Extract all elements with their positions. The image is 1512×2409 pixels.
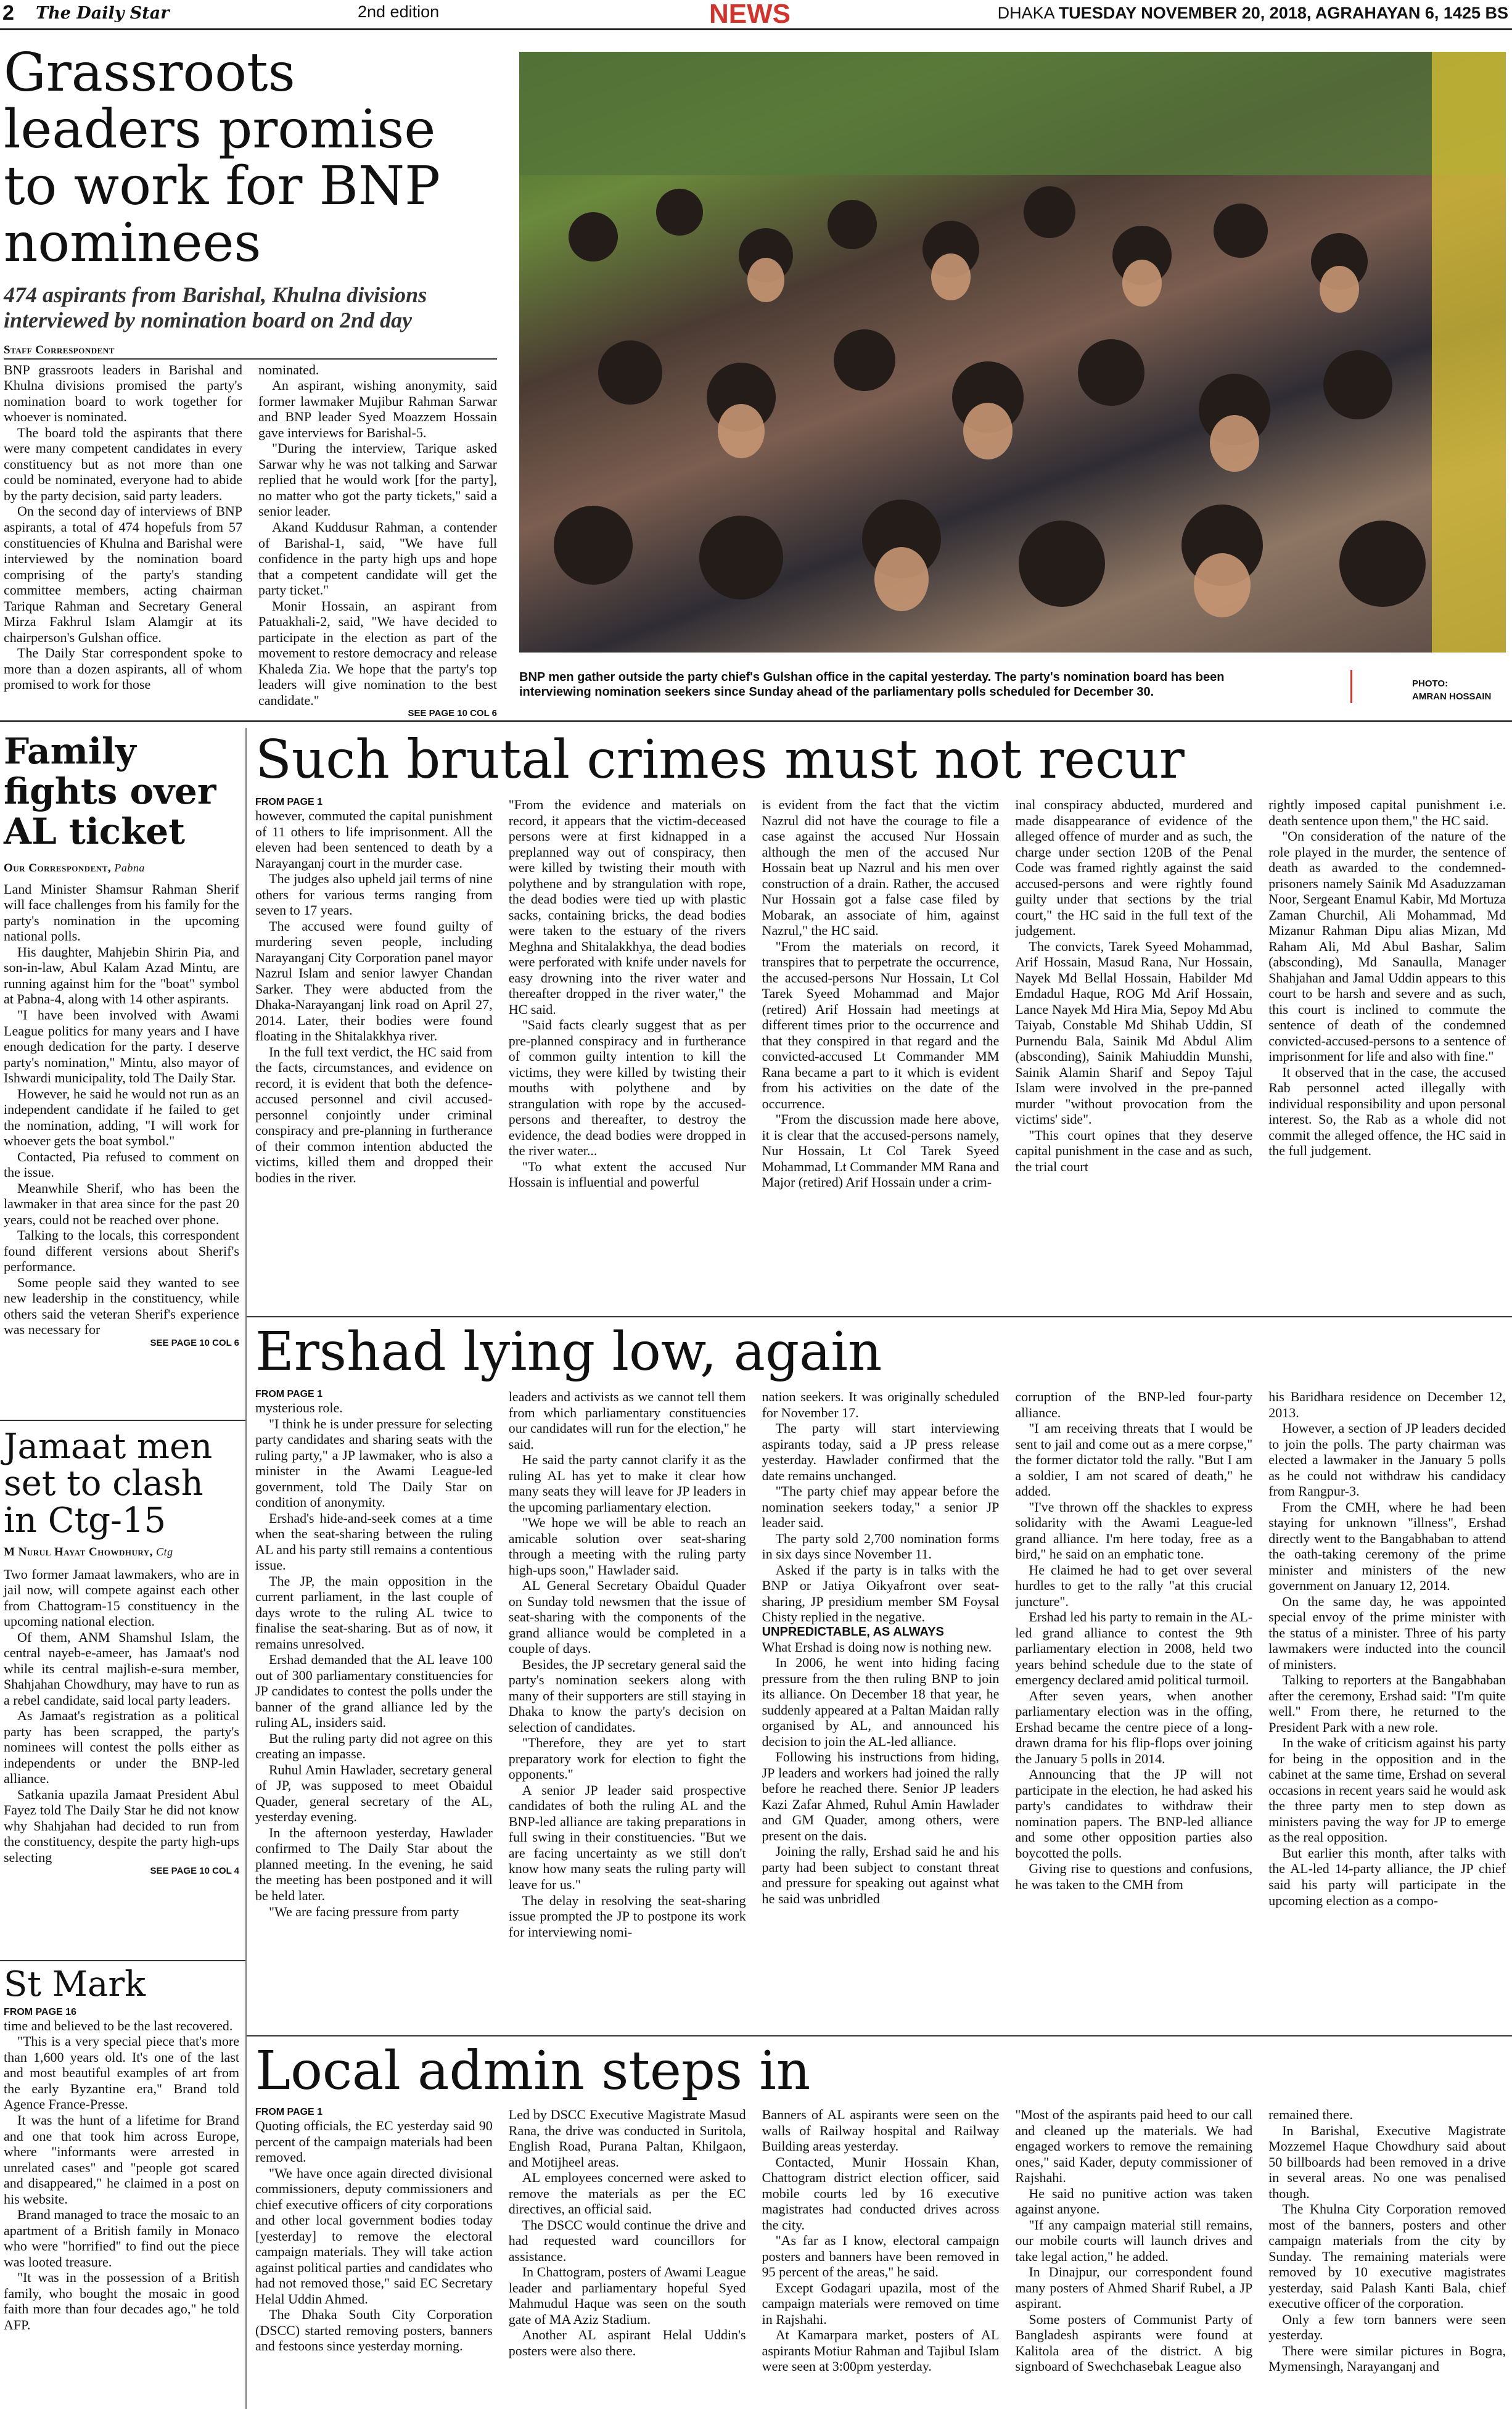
paragraph: He said no punitive action was taken against anyone. (1015, 2185, 1253, 2217)
paragraph: However, he said he would not run as an independent candidate if he failed to get the nomination, adding, "I will work for whoever gets the boat symbol." (4, 1085, 239, 1149)
story-body (255, 797, 1506, 1190)
paragraph: Talking to the locals, this correspondent found different versions about Sherif's performance. (4, 1227, 239, 1275)
column-divider (245, 728, 247, 2409)
paragraph: He claimed he had to get over several hurdles to get to the rally "at this crucial juncture". (1015, 1562, 1253, 1609)
paragraph: nominated. (258, 361, 319, 377)
body-column (1015, 2107, 1252, 2374)
continued-link[interactable]: SEE PAGE 10 COL 6 (408, 708, 497, 719)
subheading: UNPREDICTABLE, AS ALWAYS (762, 1625, 944, 1639)
paragraph: The Dhaka South City Corporation (DSCC) started removing posters, banners and festoons since yesterday morning. (255, 2307, 493, 2354)
paragraph: "Most of the aspirants paid heed to our call and cleaned up the materials. We had engaged workers to remove the remaining ones," said Kader, deputy commissioner of Rajshahi. (1015, 2107, 1253, 2186)
continued-link[interactable]: SEE PAGE 10 COL 4 (150, 1865, 239, 1876)
paragraph: "During the interview, Tarique asked Sarwar why he was not talking and Sarwar replied that he would work [for the party], no matter who got the party tickets," said a senior leader. (258, 440, 497, 519)
body-column (762, 2107, 1000, 2374)
paragraph: Asked if the party is in talks with the BNP or Jatiya Oikyafront over seat-sharing, JP presidium member SM Foysal Chisty replied in the negative. (762, 1562, 1000, 1625)
paragraph: However, a section of JP leaders decided to join the polls. The party chairman was elected a lawmaker in the January 5 polls as he could not withdraw his candidacy from Rangpur-3. (1268, 1420, 1506, 1499)
from-page: FROM PAGE 1 (255, 797, 323, 808)
photo-credit-label: PHOTO: (1412, 678, 1448, 689)
paragraph: "We are facing pressure from party (269, 1903, 459, 1919)
story-brutal-crimes (255, 731, 1506, 1190)
byline: M Nurul Hayat Chowdhury, Ctg (4, 1545, 173, 1559)
paragraph: After seven years, when another parliamentary election was in the offing, Ershad became the centre piece of a long-drawn drama for his flip-flops over joining the January 5 polls in 2014. (1015, 1687, 1253, 1766)
paragraph: time and believed to be the last recovered. (4, 2017, 233, 2033)
headline: Jamaat men set to clash in Ctg-15 (4, 1427, 213, 1541)
paragraph: AL employees concerned were asked to remove the materials as per the EC directives, an official said. (508, 2170, 746, 2217)
section-divider (0, 1960, 245, 1961)
paragraph: From the CMH, where he had been staying for unknown "illness", Ershad directly went to the Bangabhaban to attend the oath-taking ceremony of the prime minister and ministers of the new government on January 12, 2014. (1268, 1499, 1506, 1594)
paragraph: "I've thrown off the shackles to express solidarity with the Awami League-led grand alliance. I'm here today, free as a bird," he said on an emphatic tone. (1015, 1499, 1253, 1562)
paragraph: The DSCC would continue the drive and had requested ward councillors for assistance. (508, 2217, 746, 2264)
paragraph: "To what extent the accused Nur Hossain is influential and powerful (508, 1158, 746, 1190)
paragraph: Two former Jamaat lawmakers, who are in jail now, will compete against each other from Chattogram-15 constituency in the upcoming national election. (4, 1566, 239, 1629)
paragraph: The party sold 2,700 nomination forms in six days since November 11. (762, 1530, 1000, 1562)
paragraph: Land Minister Shamsur Rahman Sherif will face challenges from his family for the party's nomination in the upcoming national polls. (4, 881, 239, 944)
section-divider (247, 1316, 1512, 1317)
paragraph: In Barishal, Executive Magistrate Mozzemel Haque Chowdhury said about 50 billboards had been removed in a drive in several areas. No one was penalised though. (1268, 2122, 1506, 2201)
paragraph: In the wake of criticism against his party for being in the opposition and in the cabinet at the same time, Ershad on several occasions in recent years said he would ask the three party men to step down as ministers paving the way for JP to emerge as the real opposition. (1268, 1735, 1506, 1845)
paragraph: "It was in the possession of a British family, who bought the mosaic in good faith more than four decades ago," he told AFP. (4, 2270, 239, 2333)
crowd-photo (519, 52, 1506, 653)
from-page: FROM PAGE 1 (255, 1389, 323, 1400)
paragraph: Joining the rally, Ershad said he and his party had been subject to constant threat and pressure for speaking out against what he said was unbridled (762, 1843, 1000, 1906)
subheadline: 474 aspirants from Barishal, Khulna divisions interviewed by nomination board on 2nd day (4, 282, 427, 333)
body-column (509, 2107, 746, 2374)
paragraph: "As far as I know, electoral campaign posters and banners have been removed in 95 percent of the areas," he said. (762, 2233, 1000, 2280)
story-ershad (255, 1321, 1506, 1940)
paragraph: "We hope we will be able to reach an amicable solution over seat-sharing through a meeting with the ruling party high-ups soon," Hawlader said. (508, 1515, 746, 1578)
body-column (1268, 797, 1506, 1190)
paragraph: But earlier this month, after talks with the AL-led 14-party alliance, the JP chief said his party will participate in the upcoming election as a compo- (1268, 1845, 1506, 1908)
headline: Local admin steps in (255, 2040, 811, 2102)
headline: Grassroots leaders promise to work for BNP nominees (4, 42, 440, 274)
paragraph: The board told the aspirants that there were many competent candidates in every constituency but as not more than one could be nominated, everyone had to abide by the party decision, said party leaders. (4, 424, 242, 503)
paragraph: Ruhul Amin Hawlader, secretary general of JP, was supposed to meet Obaidul Quader, general secretary of the AL, yesterday evening. (255, 1761, 493, 1825)
crowd-illustration (519, 52, 1506, 653)
paragraph: "From the evidence and materials on record, it appears that the victim-deceased persons were at first kidnapped in a preplanned way out of conspiracy, then were killed by twisting their mouth with polythene and by strangulation with rope, the dead bodies were tied up with plastic sacks, containing bricks, the dead bodies were taken to the estuary of the rivers Meghna and Shitalakkhya, the dead bodies were perforated with knife under navels for easy drowning into the river water and thereafter dropped in the river water," the HC said. (508, 797, 746, 1017)
paragraph: "If any campaign material still remains, our mobile courts will launch drives and take legal action," he added. (1015, 2217, 1253, 2264)
paragraph: "This is a very special piece that's more than 1,600 years old. It's one of the last and most beautiful examples of art from the early Byzantine era," Brand told Agence France-Presse. (4, 2033, 239, 2112)
paragraph: Ershad led his party to remain in the AL-led grand alliance to contest the 9th parliamentary election in 2008, held two years behind schedule due to the state of emergency declared amid political turmoil. (1015, 1609, 1253, 1688)
paragraph: In the full text verdict, the HC said from the facts, circumstances, and evidence on record, it is evident that both the defence-accused personnel and civil accused-personnel conjointly under criminal conspiracy and pre-planning in furtherance of their common intention abducted the victims, killed them and dropped their bodies in the river. (255, 1044, 493, 1185)
story-grassroots (4, 44, 497, 719)
paragraph: Quoting officials, the EC yesterday said 90 percent of the campaign materials had been removed. (255, 2118, 493, 2165)
paragraph: In 2006, he went into hiding facing pressure from the then ruling BNP to join its alliance. On December 18 that year, he suddenly appeared at a Paltan Maidan rally organised by AL, and announced his decision to join the AL-led alliance. (762, 1655, 1000, 1749)
story-family-fights (4, 731, 239, 1348)
paragraph: BNP grassroots leaders in Barishal and Khulna divisions promised the party's nomination board to work together for whoever is nominated. (4, 361, 242, 425)
story-body (4, 362, 497, 719)
paragraph: He said the party cannot clarify it as the ruling AL has yet to make it clear how many seats they will leave for JP leaders in the upcoming parliamentary election. (508, 1452, 746, 1515)
paragraph: "The party chief may appear before the nomination seekers today," a senior JP leader said. (762, 1483, 1000, 1531)
paragraph: leaders and activists as we cannot tell them from which parliamentary constituencies our candidates will run for the election," he said. (508, 1389, 746, 1452)
headline: Family fights over AL ticket (4, 730, 216, 852)
paragraph: Ershad's hide-and-seek comes at a time when the seat-sharing between the ruling AL and his party still remains a contentious issue. (255, 1510, 493, 1573)
story-st-mark (4, 1966, 239, 2333)
masthead-logo: The Daily Star (36, 4, 170, 23)
edition-label: 2nd edition (358, 2, 440, 21)
paragraph: Another AL aspirant Helal Uddin's posters were also there. (508, 2327, 746, 2358)
paragraph: Contacted, Munir Hossain Khan, Chattogram district election officer, said mobile courts led by 16 executive magistrates had conducted drives across the city. (762, 2154, 1000, 2233)
body-column (1268, 2107, 1506, 2374)
paragraph: Led by DSCC Executive Magistrate Masud Rana, the drive was conducted in Suritola, English Road, Purana Paltan, Khilgaon, and Motijheel areas. (508, 2107, 746, 2170)
paragraph: Giving rise to questions and confusions, he was taken to the CMH from (1015, 1861, 1253, 1892)
story-body (255, 1389, 1506, 1940)
paragraph: "We have once again directed divisional commissioners, deputy commissioners and chief executive officers of city corporations and other local government bodies today [yesterday] to remove the electoral campaign materials. They will take action against political parties and candidates who had not removed those," said EC Secretary Helal Uddin Ahmed. (255, 2165, 493, 2307)
paragraph: The Daily Star correspondent spoke to more than a dozen aspirants, all of whom promised to work for those (4, 645, 242, 693)
body-column (1268, 1389, 1506, 1940)
paragraph: In Dinajpur, our correspondent found many posters of Ahmed Sharif Rubel, a JP aspirant. (1015, 2264, 1253, 2312)
continued-link[interactable]: SEE PAGE 10 COL 6 (150, 1337, 239, 1348)
headline: Ershad lying low, again (255, 1321, 882, 1383)
paragraph: Monir Hossain, an aspirant from Patuakhali-2, said, "We have decided to participate in the election as part of the movement to restore democracy and release Khaleda Zia. We hope that the party's top leaders will give nomination to the best candidate." (258, 598, 497, 708)
paragraph: Besides, the JP secretary general said the party's nomination seekers along with many of their supporters are still staying in Dhaka to know the party's decision on selection of candidates. (508, 1656, 746, 1735)
paragraph: Only a few torn banners were seen yesterday. (1268, 2311, 1506, 2343)
paragraph: "On consideration of the nature of the role played in the murder, the sentence of death as awarded to the condemned-prisoners namely Sainik Md Asaduzzaman Noor, Sergeant Enamul Kabir, Md Mortuza Zaman Churchil, Ali Mohammad, Md Mizanur Rahman Dipu alias Mizan, Md Raham Ali, Md Abul Bashar, Salim (absconding), Md Sanaulla, Manager Shahjahan and Jamal Uddin appears to this court to be harsh and severe and as such, this court is inclined to commute the sentence of death of the condemned convicted-accused-persons to a sentence of imprisonment for life and also with fine." (1268, 828, 1506, 1064)
paragraph: is evident from the fact that the victim Nazrul did not have the courage to file a case against the accused Nur Hossain although the men of the accused Nur Hossain beat up Nazrul and his men over construction of a drain. Rather, the accused Nur Hossain got a false case filed by Mobarak, an associate of him, against Nazrul," the HC said. (762, 797, 1000, 939)
paragraph: In the afternoon yesterday, Hawlader confirmed to The Daily Star about the planned meeting. In the evening, he said the meeting has been postponed and it will be held later. (255, 1824, 493, 1903)
paragraph: corruption of the BNP-led four-party alliance. (1015, 1389, 1253, 1420)
paragraph: Announcing that the JP will not participate in the election, he had asked his party's candidates to withdraw their nomination papers. The BNP-led alliance and some other opposition parties also boycotted the polls. (1015, 1766, 1253, 1861)
paragraph: But the ruling party did not agree on this creating an impasse. (255, 1730, 493, 1762)
dateline-date: TUESDAY NOVEMBER 20, 2018, AGRAHAYAN 6, 1425 BS (1058, 4, 1508, 22)
paragraph: What Ershad is doing now is nothing new. (762, 1639, 992, 1655)
from-page: FROM PAGE 1 (255, 2107, 323, 2118)
paragraph: "This court opines that they deserve capital punishment in the case and as such, the trial court (1015, 1127, 1253, 1174)
paragraph: "From the discussion made here above, it is clear that the accused-persons namely, Nur Hossain, Lt Col Tarek Syeed Mohammad, Lt Commander MM Rana and Major (retired) Arif Hossain under a crim- (762, 1111, 1000, 1190)
paragraph: On the second day of interviews of BNP aspirants, a total of 474 hopefuls from 57 constituencies of Khulna and Barishal were interviewed by the nomination board comprising of the party's standing committee members, acting chairman Tarique Rahman and Secretary General Mirza Fakhrul Islam Alamgir at its chairperson's Gulshan office. (4, 503, 242, 645)
paragraph: nation seekers. It was originally scheduled for November 17. (762, 1389, 1000, 1420)
paragraph: A senior JP leader said prospective candidates of both the ruling AL and the BNP-led alliance are taking preparations in full swing in their constituencies. "But we are facing uncertainty as we still don't know how many seats the ruling party will leave for us." (508, 1782, 746, 1892)
paragraph: "Therefore, they are yet to start preparatory work for election to fight the opponents." (508, 1735, 746, 1782)
paragraph: AL General Secretary Obaidul Quader on Sunday told newsmen that the issue of seat-sharing with the components of the grand alliance would be completed in a couple of days. (508, 1578, 746, 1657)
body-column (255, 797, 493, 1190)
paragraph: inal conspiracy abducted, murdered and made disappearance of evidence of the alleged offence of murder and as such, the charge under section 120B of the Penal Code was framed rightly against the said accused-persons and were rightly found guilty under that sections by the trial court," the HC said in the full text of the judgement. (1015, 797, 1253, 939)
paragraph: The Khulna City Corporation removed most of the banners, posters and other campaign materials from the city by Sunday. The remaining materials were removed by 10 executive magistrates yesterday, said Palash Kanti Bala, chief executive officer of the corporation. (1268, 2201, 1506, 2312)
body-column (762, 797, 1000, 1190)
paragraph: The convicts, Tarek Syeed Mohammad, Arif Hossain, Masud Rana, Nur Hossain, Nayek Md Bellal Hossain, Habilder Md Emdadul Haque, ROG Md Arif Hossain, Lance Nayek Md Hira Mia, Sepoy Md Abu Taiyab, Constable Md Shihab Uddin, SI Purnendu Bala, Sainik Md Abdul Alim (absconding), Sainik Mahiuddin Munshi, Sainik Alamin Sharif and Sepoy Tajul Islam were involved in the pre-panned murder "without provocation from the victims' side". (1015, 938, 1253, 1127)
paragraph: It was the hunt of a lifetime for Brand and one that took him across Europe, where "informants were arrested in unrelated cases" and "people got scared and disappeared," he claimed in a post on his website. (4, 2112, 239, 2207)
paragraph: Some posters of Communist Party of Bangladesh aspirants were found at Kalitola area of the district. A big signboard of Swechchasebak League also (1015, 2311, 1253, 2374)
paragraph: On the same day, he was appointed special envoy of the prime minister with the status of a minister. Three of his party lawmakers were inducted into the council of ministers. (1268, 1593, 1506, 1672)
paragraph: mysterious role. (255, 1400, 343, 1416)
body-column (255, 2107, 493, 2374)
paragraph: Talking to reporters at the Bangabhaban after the ceremony, Ershad said: "I'm quite well." From there, he returned to the President Park with a new role. (1268, 1672, 1506, 1735)
section-label: NEWS (709, 0, 791, 29)
dateline (998, 4, 1508, 23)
section-divider (0, 1420, 245, 1421)
paragraph: An aspirant, wishing anonymity, said former lawmaker Mujibur Rahman Sarwar and BNP leader Syed Moazzem Hossain gave interviews for Barishal-5. (258, 377, 497, 440)
body-column (255, 1389, 493, 1940)
story-local-admin (255, 2040, 1506, 2374)
body-column (1015, 797, 1252, 1190)
page-number: 2 (2, 1, 14, 25)
story-body (4, 881, 239, 1348)
body-column (509, 797, 746, 1190)
byline: Our Correspondent, Pabna (4, 861, 145, 875)
paragraph: Ershad demanded that the AL leave 100 out of 300 parliamentary constituencies for JP candidates to contest the polls under the banner of the grand alliance led by the ruling AL, insiders said. (255, 1652, 493, 1731)
paragraph: his Baridhara residence on December 12, 2013. (1268, 1389, 1506, 1420)
paragraph: remained there. (1268, 2107, 1353, 2123)
section-divider (0, 720, 1512, 722)
paragraph: In Chattogram, posters of Awami League leader and parliamentary hopeful Syed Mahmudul Haque was seen on the south gate of MA Aziz Stadium. (508, 2264, 746, 2327)
story-body (255, 2107, 1506, 2374)
paragraph: "From the materials on record, it transpires that to perpetrate the occurrence, the accused-persons Nur Hossain, Lt Col Tarek Syeed Mohammad and Major (retired) Arif Hossain had meetings at different times prior to the occurrence and that they conspired in that regard and the convicted-accused Lt Commander MM Rana became a part to it which is evident from his activities on the date of the occurrence. (762, 938, 1000, 1111)
byline: Staff Correspondent (4, 344, 497, 360)
paragraph: It observed that in the case, the accused Rab personnel acted illegally with individual responsibility and upon personal interest. So, the Rab as a whole did not commit the alleged offence, the HC said in the full judgement. (1268, 1064, 1506, 1159)
paragraph: Except Godagari upazila, most of the campaign materials were removed on time in Rajshahi. (762, 2279, 1000, 2327)
paragraph: As Jamaat's registration as a political party has been scrapped, the party's nominees will contest the polls either as independents or under the BNP-led alliance. (4, 1708, 239, 1787)
paragraph: Meanwhile Sherif, who has been the lawmaker in that area since for the past 20 years, could not be reached over phone. (4, 1180, 239, 1227)
body-column (762, 1389, 1000, 1940)
paragraph: however, commuted the capital punishment of 11 others to life imprisonment. All the eleven had been sentenced to death by a Narayanganj court in the murder case. (255, 808, 493, 871)
paragraph: At Kamarpara market, posters of AL aspirants Motiur Rahman and Tajibul Islam were seen at 3:00pm yesterday. (762, 2327, 1000, 2374)
paragraph: "I am receiving threats that I would be sent to jail and come out as a mere corpse," the former dictator told the rally. "But I am a soldier, I am not scared of death," he added. (1015, 1420, 1253, 1499)
paragraph: Contacted, Pia refused to comment on the issue. (4, 1148, 239, 1180)
story-jamaat (4, 1428, 239, 1876)
paragraph: The delay in resolving the seat-sharing issue prompted the JP to postpone its work for interviewing nomi- (508, 1892, 746, 1940)
page-header (0, 0, 1512, 30)
paragraph: rightly imposed capital punishment i.e. death sentence upon them," the HC said. (1268, 797, 1506, 828)
paragraph: The party will start interviewing aspirants today, said a JP press release yesterday. Hawlader confirmed that the date remains unchanged. (762, 1420, 1000, 1483)
body-column-1 (4, 362, 242, 719)
paragraph: Brand managed to trace the mosaic to an apartment of a British family in Monaco who were "horrified" to find out the piece was looted treasure. (4, 2207, 239, 2270)
headline: Such brutal crimes must not recur (255, 729, 1185, 791)
photo-credit (1412, 677, 1491, 703)
paragraph: "I think he is under pressure for selecting party candidates and sharing seats with the ruling party," a JP lawmaker, who is also a minister in the Awami League-led government, told The Daily Star on condition of anonymity. (255, 1415, 493, 1510)
body-column (509, 1389, 746, 1940)
photo-caption: BNP men gather outside the party chief's Gulshan office in the capital yesterday. The party's nomination board has been interviewing nomination seekers since Sunday ahead of the parliamentary polls scheduled for December 30. (519, 670, 1225, 699)
paragraph: Satkania upazila Jamaat President Abul Fayez told The Daily Star he did not know why Shahjahan had decided to run from the constituency, despite the party high-ups selecting (4, 1786, 239, 1865)
paragraph: Following his instructions from hiding, JP leaders and workers had joined the rally before he reached there. Senior JP leaders Kazi Zafar Ahmed, Ruhul Amin Hawlader and GM Quader, among others, were present on the dais. (762, 1749, 1000, 1843)
section-divider (247, 2035, 1512, 2036)
paragraph: There were similar pictures in Bogra, Mymensingh, Narayanganj and (1268, 2342, 1506, 2374)
story-body (4, 1567, 239, 1876)
paragraph: The accused were found guilty of murdering seven people, including Narayanganj City Corporation panel mayor Nazrul Islam and senior lawyer Chandan Sarker. They were abducted from the Dhaka-Narayanganj link road on April 27, 2014. Later, their bodies were found floating in the Shitalakkhya river. (255, 918, 493, 1044)
paragraph: The JP, the main opposition in the current parliament, in the last couple of days wrote to the ruling AL twice to finalise the seat-sharing. But as of now, it remains unresolved. (255, 1573, 493, 1652)
from-page: FROM PAGE 16 (4, 2006, 76, 2017)
caption-divider (1350, 670, 1352, 703)
paragraph: "I have been involved with Awami League politics for many years and I have enough dedication for the party. I deserve party's nomination," Mintu, also mayor of Ishwardi municipality, told The Daily Star. (4, 1007, 239, 1086)
paragraph: Banners of AL aspirants were seen on the walls of Railway hospital and Railway Building areas yesterday. (762, 2107, 1000, 2154)
dateline-city: DHAKA (997, 4, 1054, 22)
body-column-2 (258, 362, 497, 719)
photo-credit-name: AMRAN HOSSAIN (1412, 691, 1492, 702)
paragraph: "Said facts clearly suggest that as per pre-planned conspiracy and in furtherance of common guilty intention to kill the victims, they were killed by twisting their mouths with polythene and by strangulation with rope by the accused-persons and thereafter, to destroy the evidence, the dead bodies were dropped in the river water... (508, 1017, 746, 1159)
paragraph: The judges also upheld jail terms of nine others for various terms ranging from seven to 17 years. (255, 871, 493, 918)
paragraph: Of them, ANM Shamshul Islam, the central nayeb-e-ameer, has Jamaat's nod while its central majlish-e-sura member, Shahjahan Chowdhury, may have to run as a rebel candidate, said local party leaders. (4, 1629, 239, 1708)
paragraph: Akand Kuddusur Rahman, a contender of Barishal-1, said, "We have full confidence in the party high ups and hope that a competent candidate will get the party ticket." (258, 519, 497, 598)
headline: St Mark (4, 1964, 146, 2004)
paragraph: Some people said they wanted to see new leadership in the constituency, while others said the veteran Sherif's experience was necessary for (4, 1274, 239, 1338)
paragraph: His daughter, Mahjebin Shirin Pia, and son-in-law, Abul Kalam Azad Mintu, are running against him for the "boat" symbol at Pabna-4, along with 14 other aspirants. (4, 944, 239, 1007)
body-column (1015, 1389, 1252, 1940)
